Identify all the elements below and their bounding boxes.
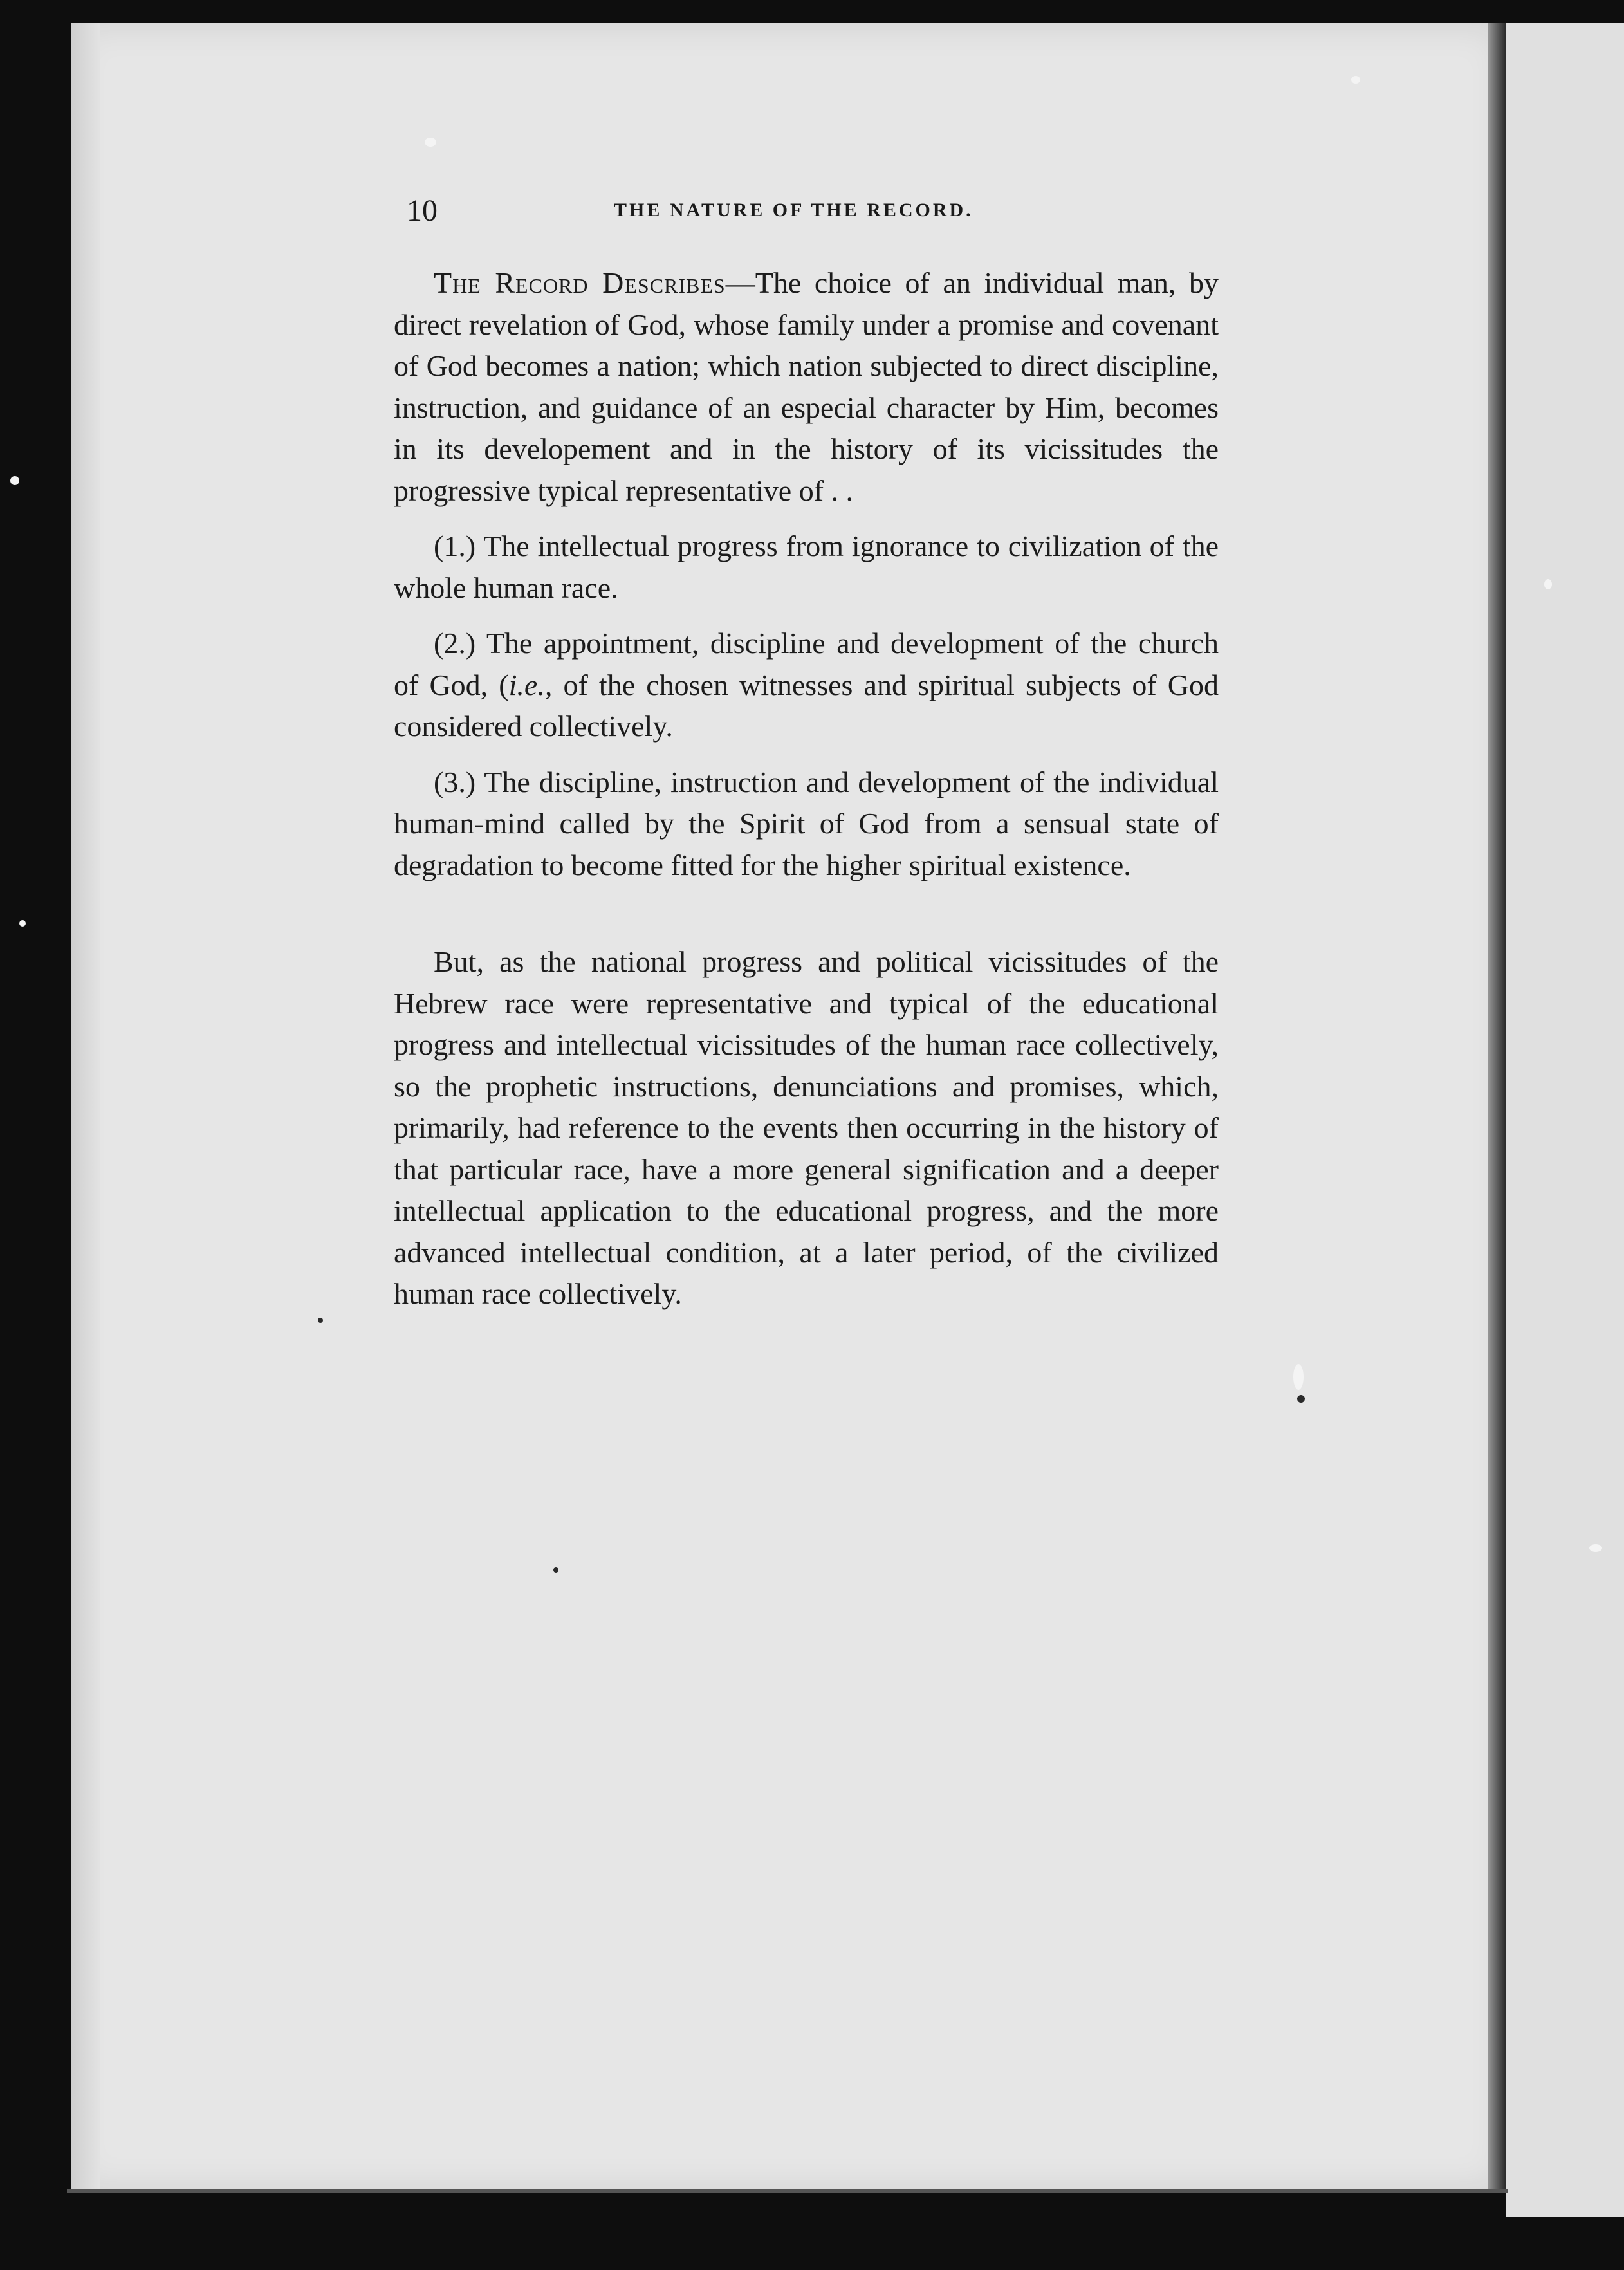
paragraph-record-describes: [394, 263, 1219, 512]
facing-page-edge: [1506, 23, 1624, 2217]
paragraph-hebrew-race: But, as the national progress and political vicissitudes of the Hebrew race were representative and typical of the educational progress and intellectual vicissitudes of the human race collectively, so the prophetic instructions, denunciations and promises, which, primarily, had reference to the events then occurring in the history of that particular race, have a more general signification and a deeper intellectual application to the educational progress, and the more advanced intellectual condition, at a later period, of the civilized human race collectively.: [394, 945, 1219, 1310]
spine-shadow: [1488, 23, 1506, 2192]
page-number: 10: [407, 194, 438, 228]
paragraph-text: of the chosen witnesses and spiritual subjects of God considered collectively.: [394, 668, 1219, 743]
paragraph-item-2: [394, 623, 1219, 748]
running-title: THE NATURE OF THE RECORD.: [614, 199, 973, 221]
paragraph-lead: The Record Describes: [434, 266, 726, 299]
paragraph-item-1: (1.) The intellectual progress from ignorance to civilization of the whole human race.: [394, 530, 1219, 604]
paragraph-item-3: (3.) The discipline, instruction and development of the individual human-mind called by the Spirit of God from a sensual state of degradation to become fitted for the higher spiritual existence.: [394, 765, 1219, 881]
italic-abbreviation: i.e.,: [508, 668, 553, 701]
page-left-edge: [71, 23, 100, 2192]
dust-speck: [10, 476, 19, 485]
paragraph-text: (2.) The appointment, discipline and development of the church of God, (: [394, 627, 1219, 701]
dust-speck: [1544, 579, 1552, 589]
dust-speck: [318, 1318, 323, 1323]
paragraph-text: —The choice of an individual man, by direct revelation of God, whose family under a promise and covenant of God becomes a nation; which nation subjected to direct discipline, instruction, and guidance of an especial character by Him, becomes in its developement and in the history of its vicissitudes the progressive typical representative of . .: [394, 266, 1219, 507]
dust-speck: [1351, 76, 1360, 84]
page-bottom-edge: [67, 2189, 1508, 2193]
dust-speck: [553, 1567, 558, 1573]
dust-speck: [425, 138, 436, 147]
dust-speck: [19, 920, 26, 927]
dust-speck: [1297, 1395, 1305, 1403]
dust-speck: [1293, 1364, 1304, 1390]
running-head: [407, 193, 1217, 245]
dust-speck: [1589, 1544, 1602, 1552]
body-text: [394, 263, 1219, 1315]
